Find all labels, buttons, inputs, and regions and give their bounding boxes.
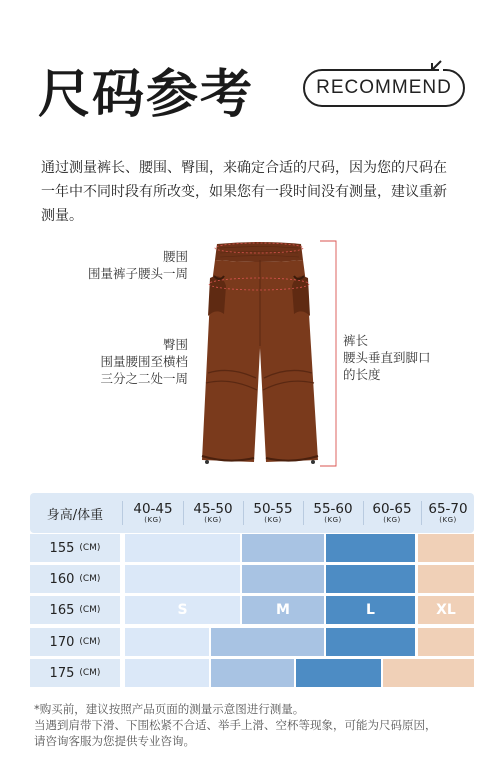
size-s-cell — [125, 565, 240, 593]
size-m-cell — [242, 565, 324, 593]
size-m-label: M — [276, 602, 290, 618]
size-s-cell — [125, 534, 240, 562]
size-l-cell — [326, 628, 415, 656]
size-xl-cell — [383, 659, 474, 687]
waist-desc: 围量裤子腰头一周 — [87, 266, 188, 281]
arrow-down-left-icon — [428, 58, 444, 74]
waist-annotation — [80, 248, 188, 282]
pants-illustration — [200, 238, 340, 470]
page-title: 尺码参考 — [38, 65, 255, 125]
intro-line: 一年中不同时段有所改变，如果您有一段时间没有测量，建议重新 — [41, 184, 447, 200]
corner-label: 身高/体重 — [46, 507, 104, 523]
size-l-cell — [326, 565, 415, 593]
length-desc: 腰头垂直到脚口 — [343, 350, 431, 365]
weight-column-header: 40-45 (KG) — [133, 500, 173, 524]
size-s-label: S — [177, 602, 188, 618]
length-annotation — [343, 332, 463, 383]
waist-title: 腰围 — [162, 249, 188, 264]
hip-annotation — [80, 336, 188, 387]
height-row-label: 175 (CM) — [30, 659, 120, 687]
size-l-cell — [326, 534, 415, 562]
weight-column-header: 55-60 (KG) — [313, 500, 353, 524]
footnote-line: 当遇到肩带下滑、下围松紧不合适、举手上滑、空杯等现象，可能为尺码原因， — [34, 718, 437, 732]
size-table-header — [30, 493, 474, 533]
height-row-label: 160 (CM) — [30, 565, 120, 593]
size-m-cell — [242, 534, 324, 562]
size-s-cell — [125, 628, 209, 656]
intro-line: 通过测量裤长、腰围、臀围，来确定合适的尺码，因为您的尺码在 — [41, 160, 447, 176]
height-row-label: 165 (CM) — [30, 596, 120, 624]
divider — [122, 501, 123, 525]
hip-desc: 三分之二处一周 — [100, 371, 188, 386]
weight-column-header: 45-50 (KG) — [193, 500, 233, 524]
size-l-label: L — [366, 602, 375, 618]
size-m-cell — [211, 659, 294, 687]
weight-column-header: 50-55 (KG) — [253, 500, 293, 524]
length-desc: 的长度 — [343, 367, 381, 382]
weight-column-header: 65-70 (KG) — [428, 500, 468, 524]
size-m-cell — [211, 628, 324, 656]
height-row-label: 155 (CM) — [30, 534, 120, 562]
size-xl-cell — [418, 565, 474, 593]
size-l-cell — [296, 659, 381, 687]
footnote-line: *购买前，建议按照产品页面的测量示意图进行测量。 — [34, 702, 305, 716]
size-xl-cell — [418, 534, 474, 562]
footnote-line: 请咨询客服为您提供专业咨询。 — [34, 734, 195, 748]
height-row-label: 170 (CM) — [30, 628, 120, 656]
hip-title: 臀围 — [162, 337, 188, 352]
hip-desc: 围量腰围至横档 — [100, 354, 188, 369]
size-s-cell — [125, 659, 209, 687]
size-xl-label: XL — [436, 602, 456, 618]
recommend-label: RECOMMEND — [316, 77, 452, 98]
length-title: 裤长 — [343, 333, 369, 348]
size-table — [30, 493, 474, 690]
weight-column-header: 60-65 (KG) — [372, 500, 412, 524]
size-xl-cell — [418, 628, 474, 656]
intro-line: 测量。 — [41, 208, 83, 224]
footnote — [34, 701, 479, 749]
recommend-badge — [303, 69, 465, 107]
intro-text — [41, 156, 471, 228]
